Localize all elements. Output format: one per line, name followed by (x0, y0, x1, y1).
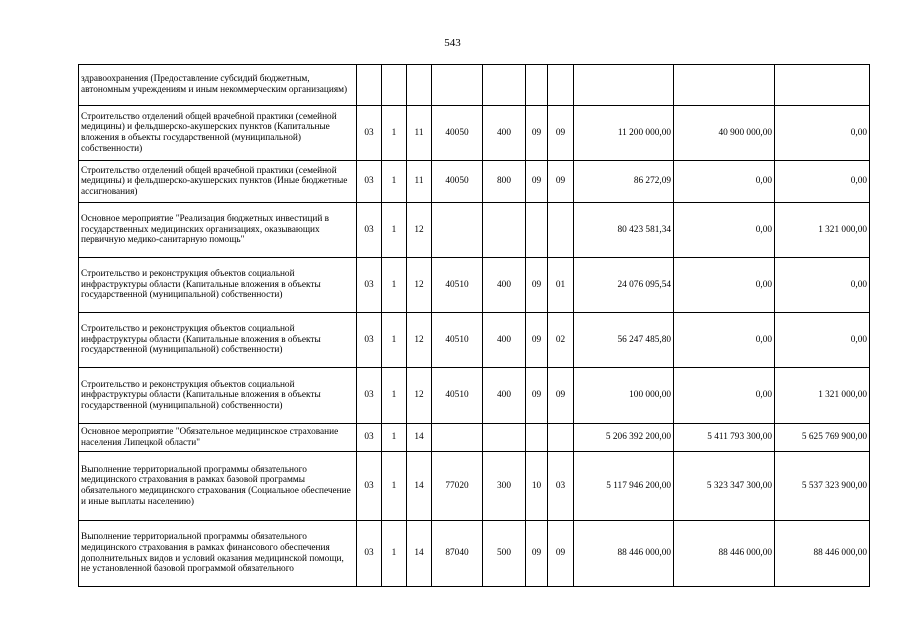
direction-code (432, 203, 483, 258)
activity-code: 14 (407, 424, 432, 452)
amount-year-1: 88 446 000,00 (574, 521, 674, 587)
subsection-code: 02 (548, 313, 574, 368)
activity-code: 12 (407, 203, 432, 258)
expense-type-code: 400 (483, 313, 526, 368)
expense-type-code: 400 (483, 106, 526, 161)
activity-code: 12 (407, 313, 432, 368)
section-code: 09 (526, 106, 548, 161)
amount-year-3: 5 625 769 900,00 (775, 424, 870, 452)
row-name: Основное мероприятие "Обязательное медицинское страхование населения Липецкой области" (79, 424, 357, 452)
expense-type-code (483, 65, 526, 106)
subprogram-code: 1 (382, 313, 407, 368)
expense-type-code (483, 203, 526, 258)
activity-code: 12 (407, 368, 432, 424)
direction-code: 40510 (432, 258, 483, 313)
amount-year-2: 0,00 (674, 161, 775, 203)
amount-year-3: 1 321 000,00 (775, 368, 870, 424)
amount-year-2: 88 446 000,00 (674, 521, 775, 587)
program-code: 03 (357, 424, 382, 452)
section-code (526, 65, 548, 106)
budget-table (78, 64, 870, 587)
direction-code: 40510 (432, 368, 483, 424)
subsection-code: 09 (548, 106, 574, 161)
expense-type-code: 400 (483, 258, 526, 313)
direction-code (432, 424, 483, 452)
amount-year-1: 86 272,09 (574, 161, 674, 203)
direction-code: 40510 (432, 313, 483, 368)
subprogram-code: 1 (382, 161, 407, 203)
section-code (526, 203, 548, 258)
row-name: здравоохранения (Предоставление субсидий бюджетным, автономным учреждениям и иным некоммерческим организациям) (79, 65, 357, 106)
subsection-code (548, 424, 574, 452)
amount-year-2: 40 900 000,00 (674, 106, 775, 161)
direction-code: 40050 (432, 106, 483, 161)
row-name: Строительство и реконструкция объектов социальной инфраструктуры области (Капитальные вложения в объекты государственной (муниципальной) собственности) (79, 313, 357, 368)
section-code: 09 (526, 161, 548, 203)
amount-year-1: 11 200 000,00 (574, 106, 674, 161)
amount-year-2: 5 411 793 300,00 (674, 424, 775, 452)
row-name: Основное мероприятие "Реализация бюджетных инвестиций в государственных медицинских организациях, оказывающих первичную медико-санитарную помощь" (79, 203, 357, 258)
program-code: 03 (357, 161, 382, 203)
amount-year-1: 80 423 581,34 (574, 203, 674, 258)
amount-year-3: 0,00 (775, 258, 870, 313)
amount-year-1: 100 000,00 (574, 368, 674, 424)
direction-code: 87040 (432, 521, 483, 587)
activity-code: 14 (407, 521, 432, 587)
amount-year-3: 1 321 000,00 (775, 203, 870, 258)
row-name: Строительство и реконструкция объектов социальной инфраструктуры области (Капитальные вложения в объекты государственной (муниципальной) собственности) (79, 258, 357, 313)
table-row (79, 106, 870, 161)
subprogram-code: 1 (382, 258, 407, 313)
table-row (79, 424, 870, 452)
amount-year-2: 0,00 (674, 368, 775, 424)
table-row (79, 313, 870, 368)
amount-year-2 (674, 65, 775, 106)
amount-year-1: 56 247 485,80 (574, 313, 674, 368)
table-row (79, 161, 870, 203)
table-row (79, 521, 870, 587)
row-name: Выполнение территориальной программы обязательного медицинского страхования в рамках базовой программы обязательного медицинского страхования (Социальное обеспечение и иные выплаты населению) (79, 452, 357, 521)
direction-code: 40050 (432, 161, 483, 203)
subsection-code (548, 203, 574, 258)
row-name: Выполнение территориальной программы обязательного медицинского страхования в рамках финансового обеспечения дополнительных видов и условий оказания медицинской помощи, не установленной базовой программой обязательного (79, 521, 357, 587)
expense-type-code: 500 (483, 521, 526, 587)
subprogram-code (382, 65, 407, 106)
amount-year-3 (775, 65, 870, 106)
program-code: 03 (357, 106, 382, 161)
expense-type-code (483, 424, 526, 452)
amount-year-1: 24 076 095,54 (574, 258, 674, 313)
program-code: 03 (357, 313, 382, 368)
amount-year-3: 0,00 (775, 313, 870, 368)
subprogram-code: 1 (382, 203, 407, 258)
section-code: 09 (526, 521, 548, 587)
subprogram-code: 1 (382, 521, 407, 587)
program-code: 03 (357, 521, 382, 587)
activity-code: 14 (407, 452, 432, 521)
subsection-code: 09 (548, 161, 574, 203)
section-code: 09 (526, 368, 548, 424)
amount-year-1: 5 206 392 200,00 (574, 424, 674, 452)
table-row (79, 203, 870, 258)
program-code (357, 65, 382, 106)
subsection-code: 01 (548, 258, 574, 313)
program-code: 03 (357, 203, 382, 258)
table-row (79, 452, 870, 521)
activity-code: 11 (407, 161, 432, 203)
subsection-code: 09 (548, 521, 574, 587)
subsection-code (548, 65, 574, 106)
row-name: Строительство и реконструкция объектов социальной инфраструктуры области (Капитальные вложения в объекты государственной (муниципальной) собственности) (79, 368, 357, 424)
table-row (79, 368, 870, 424)
section-code: 10 (526, 452, 548, 521)
row-name: Строительство отделений общей врачебной практики (семейной медицины) и фельдшерско-акушерских пунктов (Капитальные вложения в объекты государственной (муниципальной) собственности) (79, 106, 357, 161)
amount-year-3: 0,00 (775, 106, 870, 161)
section-code: 09 (526, 258, 548, 313)
row-name: Строительство отделений общей врачебной практики (семейной медицины) и фельдшерско-акушерских пунктов (Иные бюджетные ассигнования) (79, 161, 357, 203)
expense-type-code: 400 (483, 368, 526, 424)
amount-year-2: 5 323 347 300,00 (674, 452, 775, 521)
section-code (526, 424, 548, 452)
table-row (79, 258, 870, 313)
subprogram-code: 1 (382, 106, 407, 161)
amount-year-1: 5 117 946 200,00 (574, 452, 674, 521)
program-code: 03 (357, 452, 382, 521)
subprogram-code: 1 (382, 424, 407, 452)
activity-code (407, 65, 432, 106)
amount-year-3: 88 446 000,00 (775, 521, 870, 587)
program-code: 03 (357, 368, 382, 424)
activity-code: 11 (407, 106, 432, 161)
amount-year-2: 0,00 (674, 313, 775, 368)
subprogram-code: 1 (382, 368, 407, 424)
activity-code: 12 (407, 258, 432, 313)
subsection-code: 09 (548, 368, 574, 424)
direction-code (432, 65, 483, 106)
amount-year-1 (574, 65, 674, 106)
program-code: 03 (357, 258, 382, 313)
amount-year-3: 5 537 323 900,00 (775, 452, 870, 521)
direction-code: 77020 (432, 452, 483, 521)
page-number: 543 (444, 37, 461, 49)
amount-year-3: 0,00 (775, 161, 870, 203)
section-code: 09 (526, 313, 548, 368)
expense-type-code: 300 (483, 452, 526, 521)
table-row (79, 65, 870, 106)
amount-year-2: 0,00 (674, 203, 775, 258)
subsection-code: 03 (548, 452, 574, 521)
expense-type-code: 800 (483, 161, 526, 203)
amount-year-2: 0,00 (674, 258, 775, 313)
subprogram-code: 1 (382, 452, 407, 521)
